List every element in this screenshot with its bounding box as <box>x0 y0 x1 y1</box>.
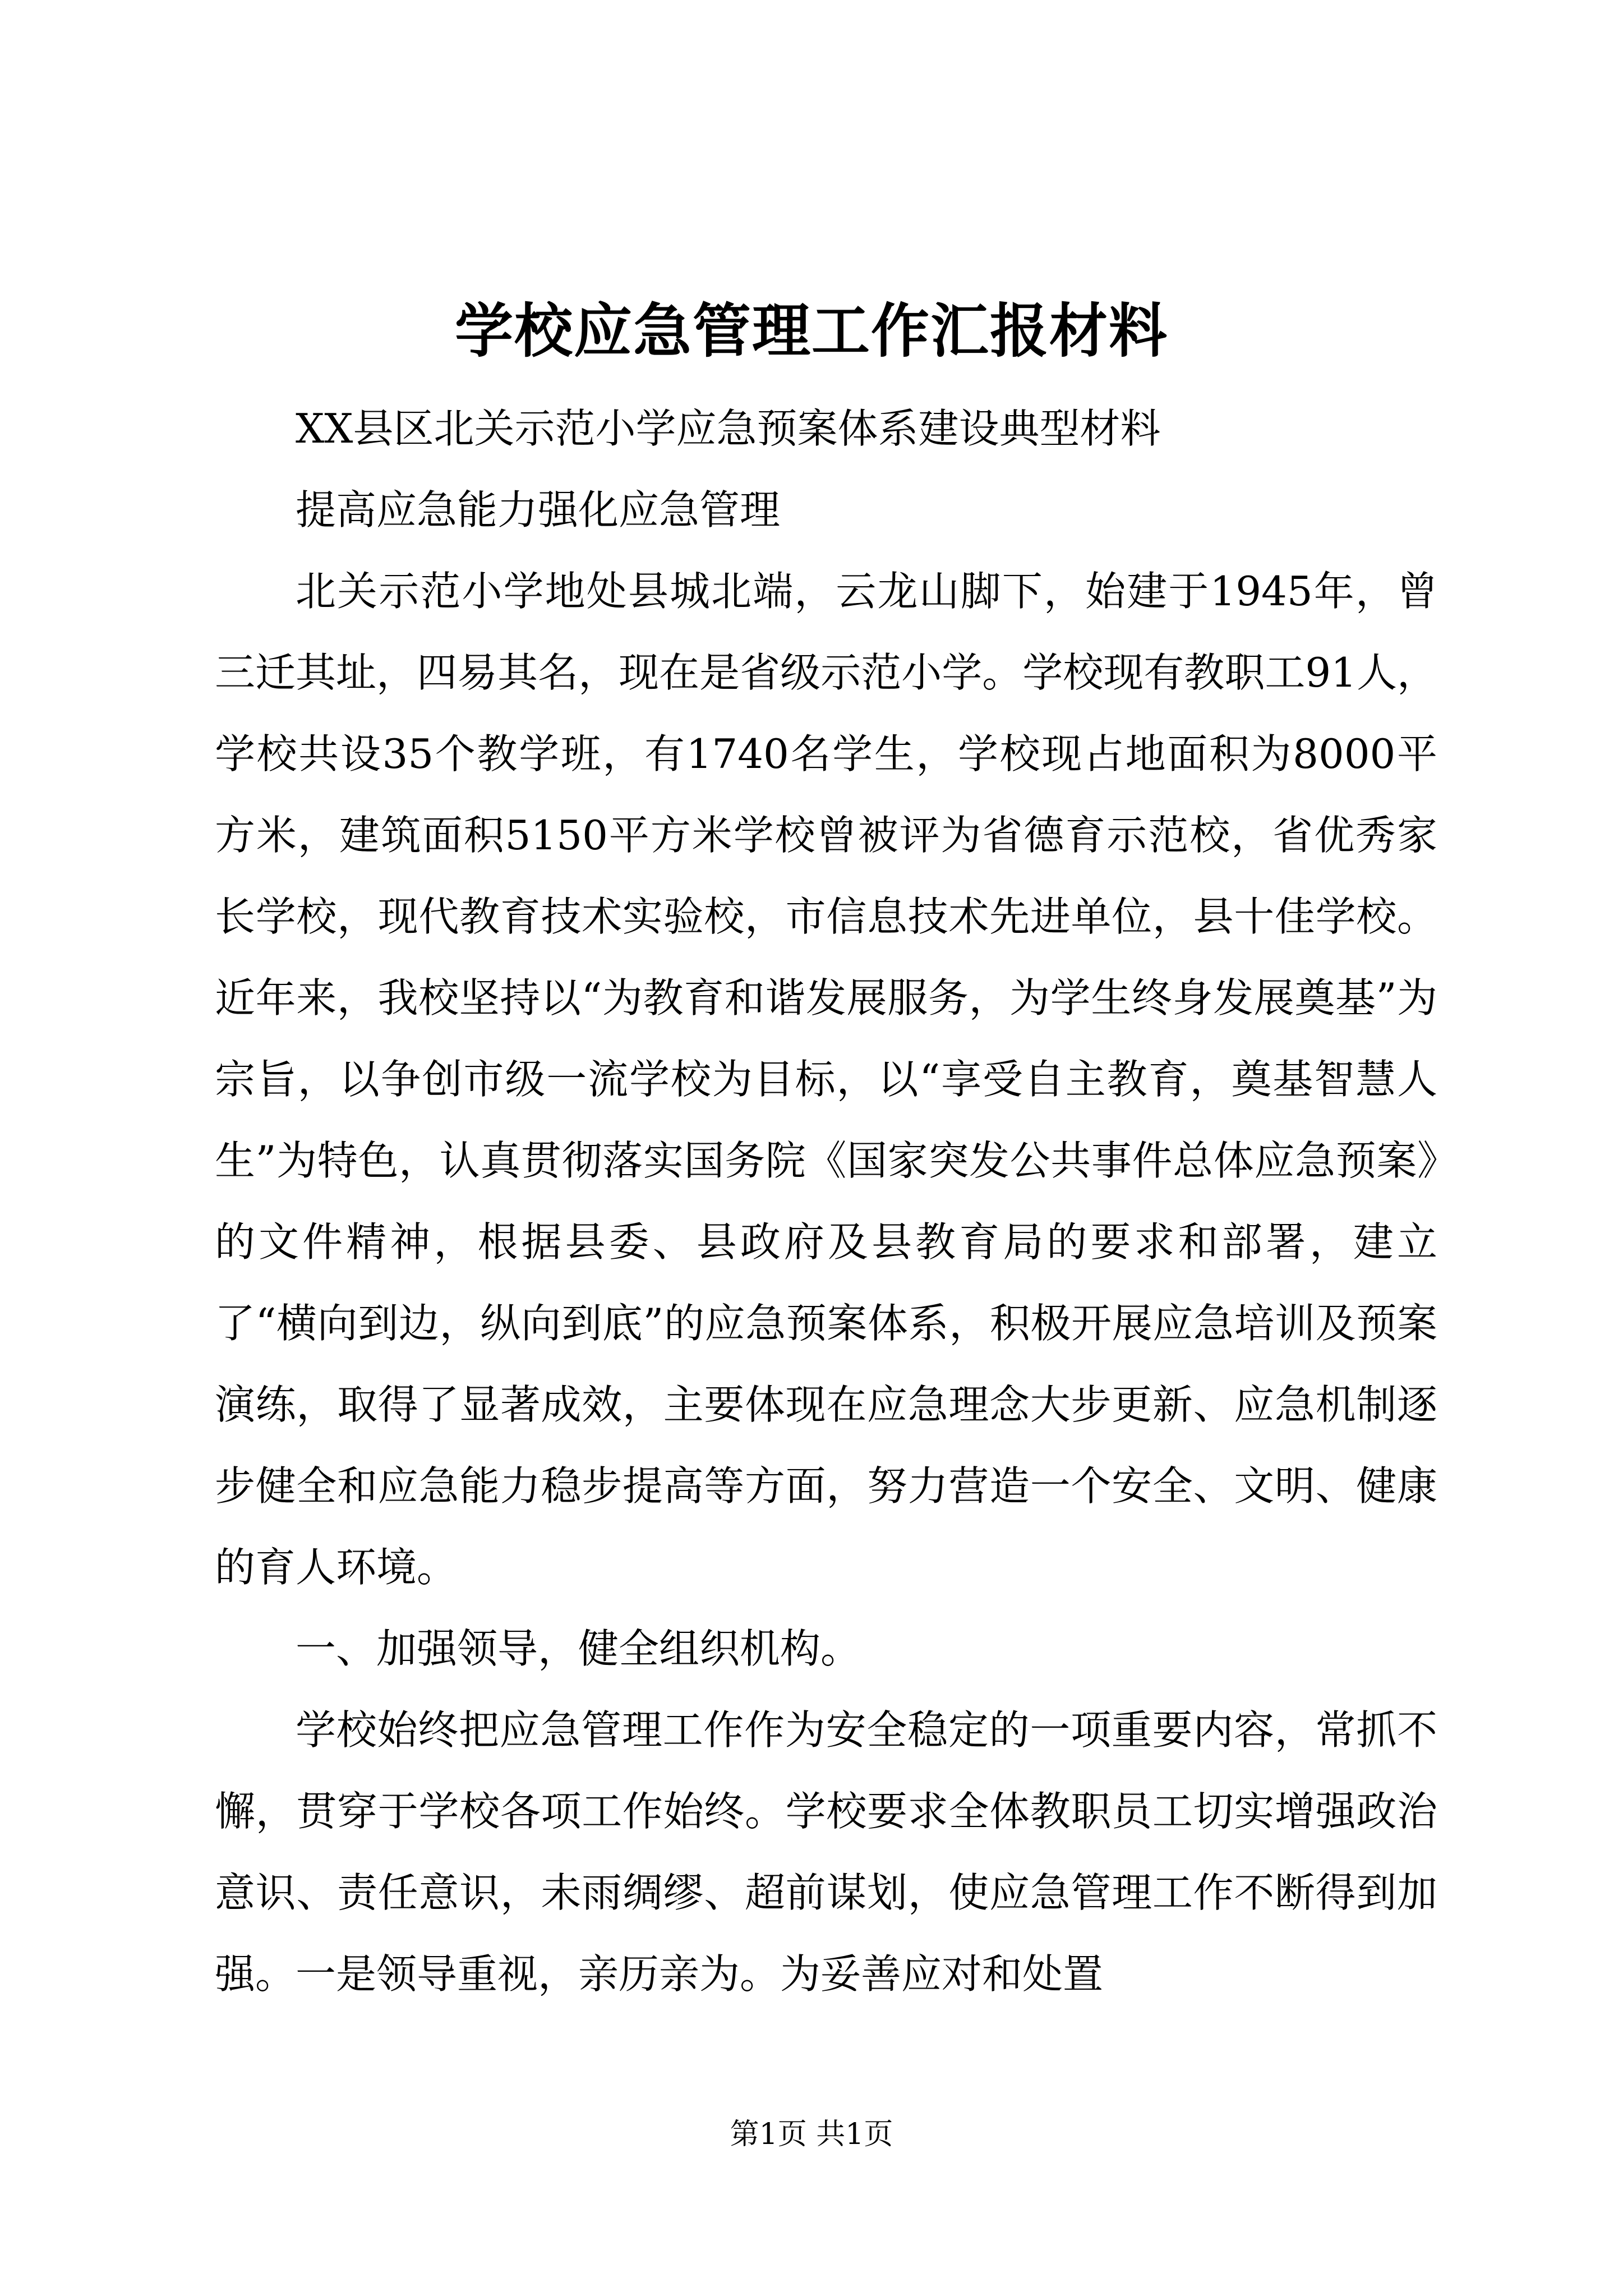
document-body <box>215 388 1437 2015</box>
body-paragraph: 北关示范小学地处县城北端，云龙山脚下，始建于1945年，曾三迁其址，四易其名，现在是省级示范小学。学校现有教职工91人，学校共设35个教学班，有1740名学生，学校现占地面积为8000平方米，建筑面积5150平方米学校曾被评为省德育示范校，省优秀家长学校，现代教育技术实验校，市信息技术先进单位，县十佳学校。近年来，我校坚持以“为教育和谐发展服务，为学生终身发展奠基”为宗旨，以争创市级一流学校为目标，以“享受自主教育，奠基智慧人生”为特色，认真贯彻落实国务院《国家突发公共事件总体应急预案》的文件精神，根据县委、县政府及县教育局的要求和部署，建立了“横向到边，纵向到底”的应急预案体系，积极开展应急培训及预案演练，取得了显著成效，主要体现在应急理念大步更新、应急机制逐步健全和应急能力稳步提高等方面，努力营造一个安全、文明、健康的育人环境。 <box>215 568 1437 1591</box>
section-heading: 一、加强领导，健全组织机构。 <box>296 1625 861 1672</box>
subtitle-line: XX县区北关示范小学应急预案体系建设典型材料 <box>296 405 1161 452</box>
page-number-footer: 第1页 共1页 <box>730 2118 893 2151</box>
document-title: 学校应急管理工作汇报材料 <box>454 296 1168 365</box>
heading-line: 提高应急能力强化应急管理 <box>296 486 781 533</box>
body-paragraph: 学校始终把应急管理工作作为安全稳定的一项重要内容，常抓不懈，贯穿于学校各项工作始终。学校要求全体教职员工切实增强政治意识、责任意识，未雨绸缪、超前谋划，使应急管理工作不断得到加强。一是领导重视，亲历亲为。为妥善应对和处置 <box>215 1706 1437 1998</box>
